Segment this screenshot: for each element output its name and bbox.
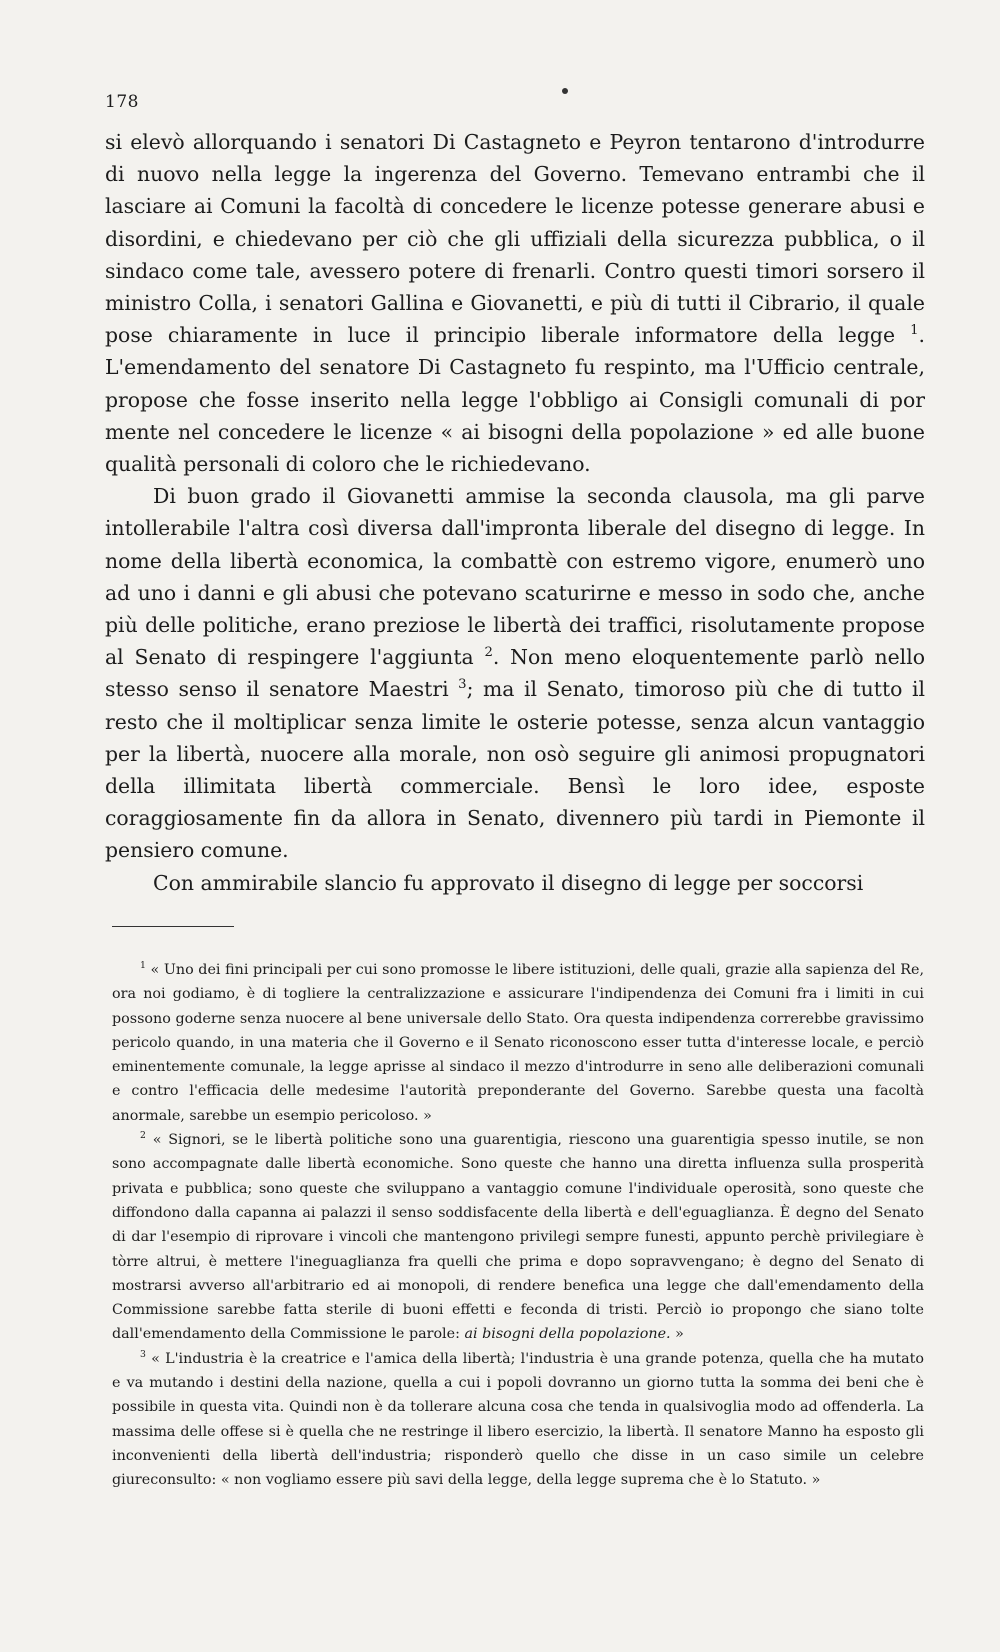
page-number: 178 xyxy=(105,92,139,112)
text-run: « L'industria è la creatrice e l'amica della libertà; l'industria è una grande potenza, quella che ha mutato e va mutando i destini della nazione, quella a cui i popoli dovranno un giorno tutta la somma dei beni che è possibile in questa vita. Quindi non è da tollerare alcuna cosa che tenda in qualsivoglia modo ad offenderla. La massima delle offese si è quella che ne restringe il libero esercizio, la libertà. Il senatore Manno ha esposto gli inconvenienti della libertà dell'industria; risponderò quello che disse in un caso simile un celebre giureconsulto: « non vogliamo essere più savi della legge, della legge suprema che è lo Statuto. » xyxy=(112,1350,924,1489)
ink-dot xyxy=(562,88,568,94)
footnote-ref: 3 xyxy=(140,1348,146,1360)
paragraph-3 xyxy=(105,867,925,899)
paragraph-2 xyxy=(105,480,925,866)
footnote-ref: 2 xyxy=(484,645,493,661)
text-run: . Non meno eloquentemente parlò nello stesso senso il senatore Maestri xyxy=(105,645,925,702)
text-run: » xyxy=(670,1326,684,1343)
text-run: si elevò allorquando i senatori Di Castagneto e Peyron tentarono d'introdurre di nuovo nella legge la ingerenza del Governo. Temevano entrambi che il lasciare ai Comuni la facoltà di concedere le licenze potesse generare abusi e disordini, e chiedevano per ciò che gli uffiziali della sicurezza pubblica, o il sindaco come tale, avessero potere di frenarli. Contro questi timori sorsero il ministro Colla, i senatori Gallina e Giovanetti, e più di tutti il Cibrario, il quale pose chiaramente in luce il principio liberale informatore della legge xyxy=(105,130,925,348)
text-run: Con ammirabile slancio fu approvato il disegno di legge per soccorsi xyxy=(153,870,864,895)
footnotes xyxy=(112,958,924,1493)
text-run: . L'emendamento del senatore Di Castagneto fu respinto, ma l'Ufficio centrale, propose che fosse inserito nella legge l'obbligo ai Consigli comunali di por mente nel concedere le licenze « ai bisogni della popolazione » ed alle buone qualità personali di coloro che le richiedevano. xyxy=(105,323,925,477)
footnote-1 xyxy=(112,958,924,1128)
text-run: ; ma il Senato, timoroso più che di tutto il resto che il moltiplicar senza limite le osterie potesse, senza alcun vantaggio per la libertà, nuocere alla morale, non osò seguire gli animosi propugnatori della illimitata libertà commerciale. Bensì le loro idee, esposte coraggiosamente fin da allora in Senato, divennero più tardi in Piemonte il pensiero comune. xyxy=(105,677,926,863)
text-run: Di buon grado il Giovanetti ammise la seconda clausola, ma gli parve intollerabile l'altra così diversa dall'impronta liberale del disegno di legge. In nome della libertà economica, la combattè con estremo vigore, enumerò uno ad uno i danni e gli abusi che potevano scaturirne e messo in sodo che, anche più delle politiche, erano preziose le libertà dei traffici, risolutamente propose al Senato di respingere l'aggiunta xyxy=(105,484,925,670)
text-run: « Uno dei fini principali per cui sono promosse le libere istituzioni, delle quali, grazie alla sapienza del Re, ora noi godiamo, è di togliere la centralizzazione e assicurare l'indipendenza dei Comuni fra i limiti in cui possono goderne senza nuocere al bene universale dello Stato. Ora questa indipendenza correrebbe gravissimo pericolo quando, in una materia che il Governo e il Senato riconoscono esser tutta d'interesse locale, e perciò eminentemente comunale, la legge aprisse al sindaco il mezzo d'introdurre in seno alle deliberazioni comunali e contro l'efficacia delle medesime l'autorità preponderante del Governo. Sarebbe questa una facoltà anormale, sarebbe un esempio pericoloso. » xyxy=(112,962,924,1124)
footnote-ref: 2 xyxy=(140,1130,146,1142)
italic-text: ai bisogni della popolazione. xyxy=(464,1326,671,1343)
footnote-ref: 3 xyxy=(458,677,467,693)
main-text xyxy=(105,126,925,899)
footnote-divider xyxy=(112,926,234,927)
footnote-ref: 1 xyxy=(140,960,146,972)
footnote-ref: 1 xyxy=(910,323,919,339)
footnote-2 xyxy=(112,1128,924,1347)
footnote-3 xyxy=(112,1347,924,1493)
paragraph-1 xyxy=(105,126,925,480)
text-run: « Signori, se le libertà politiche sono una guarentigia, riescono una guarentigia spesso inutile, se non sono accompagnate dalle libertà economiche. Sono queste che hanno una diretta influenza sulla prosperità privata e pubblica; sono queste che sviluppano a vantaggio comune l'individuale operosità, sono queste che diffondono dalla capanna ai palazzi il senso soddisfacente della libertà e dell'eguaglianza. È degno del Senato di dar l'esempio di riprovare i vincoli che mantengono privilegi sempre funesti, appunto perchè privilegiare è tòrre altrui, è mettere l'ineguaglianza fra quelli che prima e dopo sopravvengano; è degno del Senato di mostrarsi avverso all'arbitrario ed ai monopoli, di rendere benefica una legge che dall'emendamento della Commissione sarebbe fatta sterile di buoni effetti e feconda di tristi. Perciò io propongo che siano tolte dall'emendamento della Commissione le parole: xyxy=(112,1132,924,1343)
